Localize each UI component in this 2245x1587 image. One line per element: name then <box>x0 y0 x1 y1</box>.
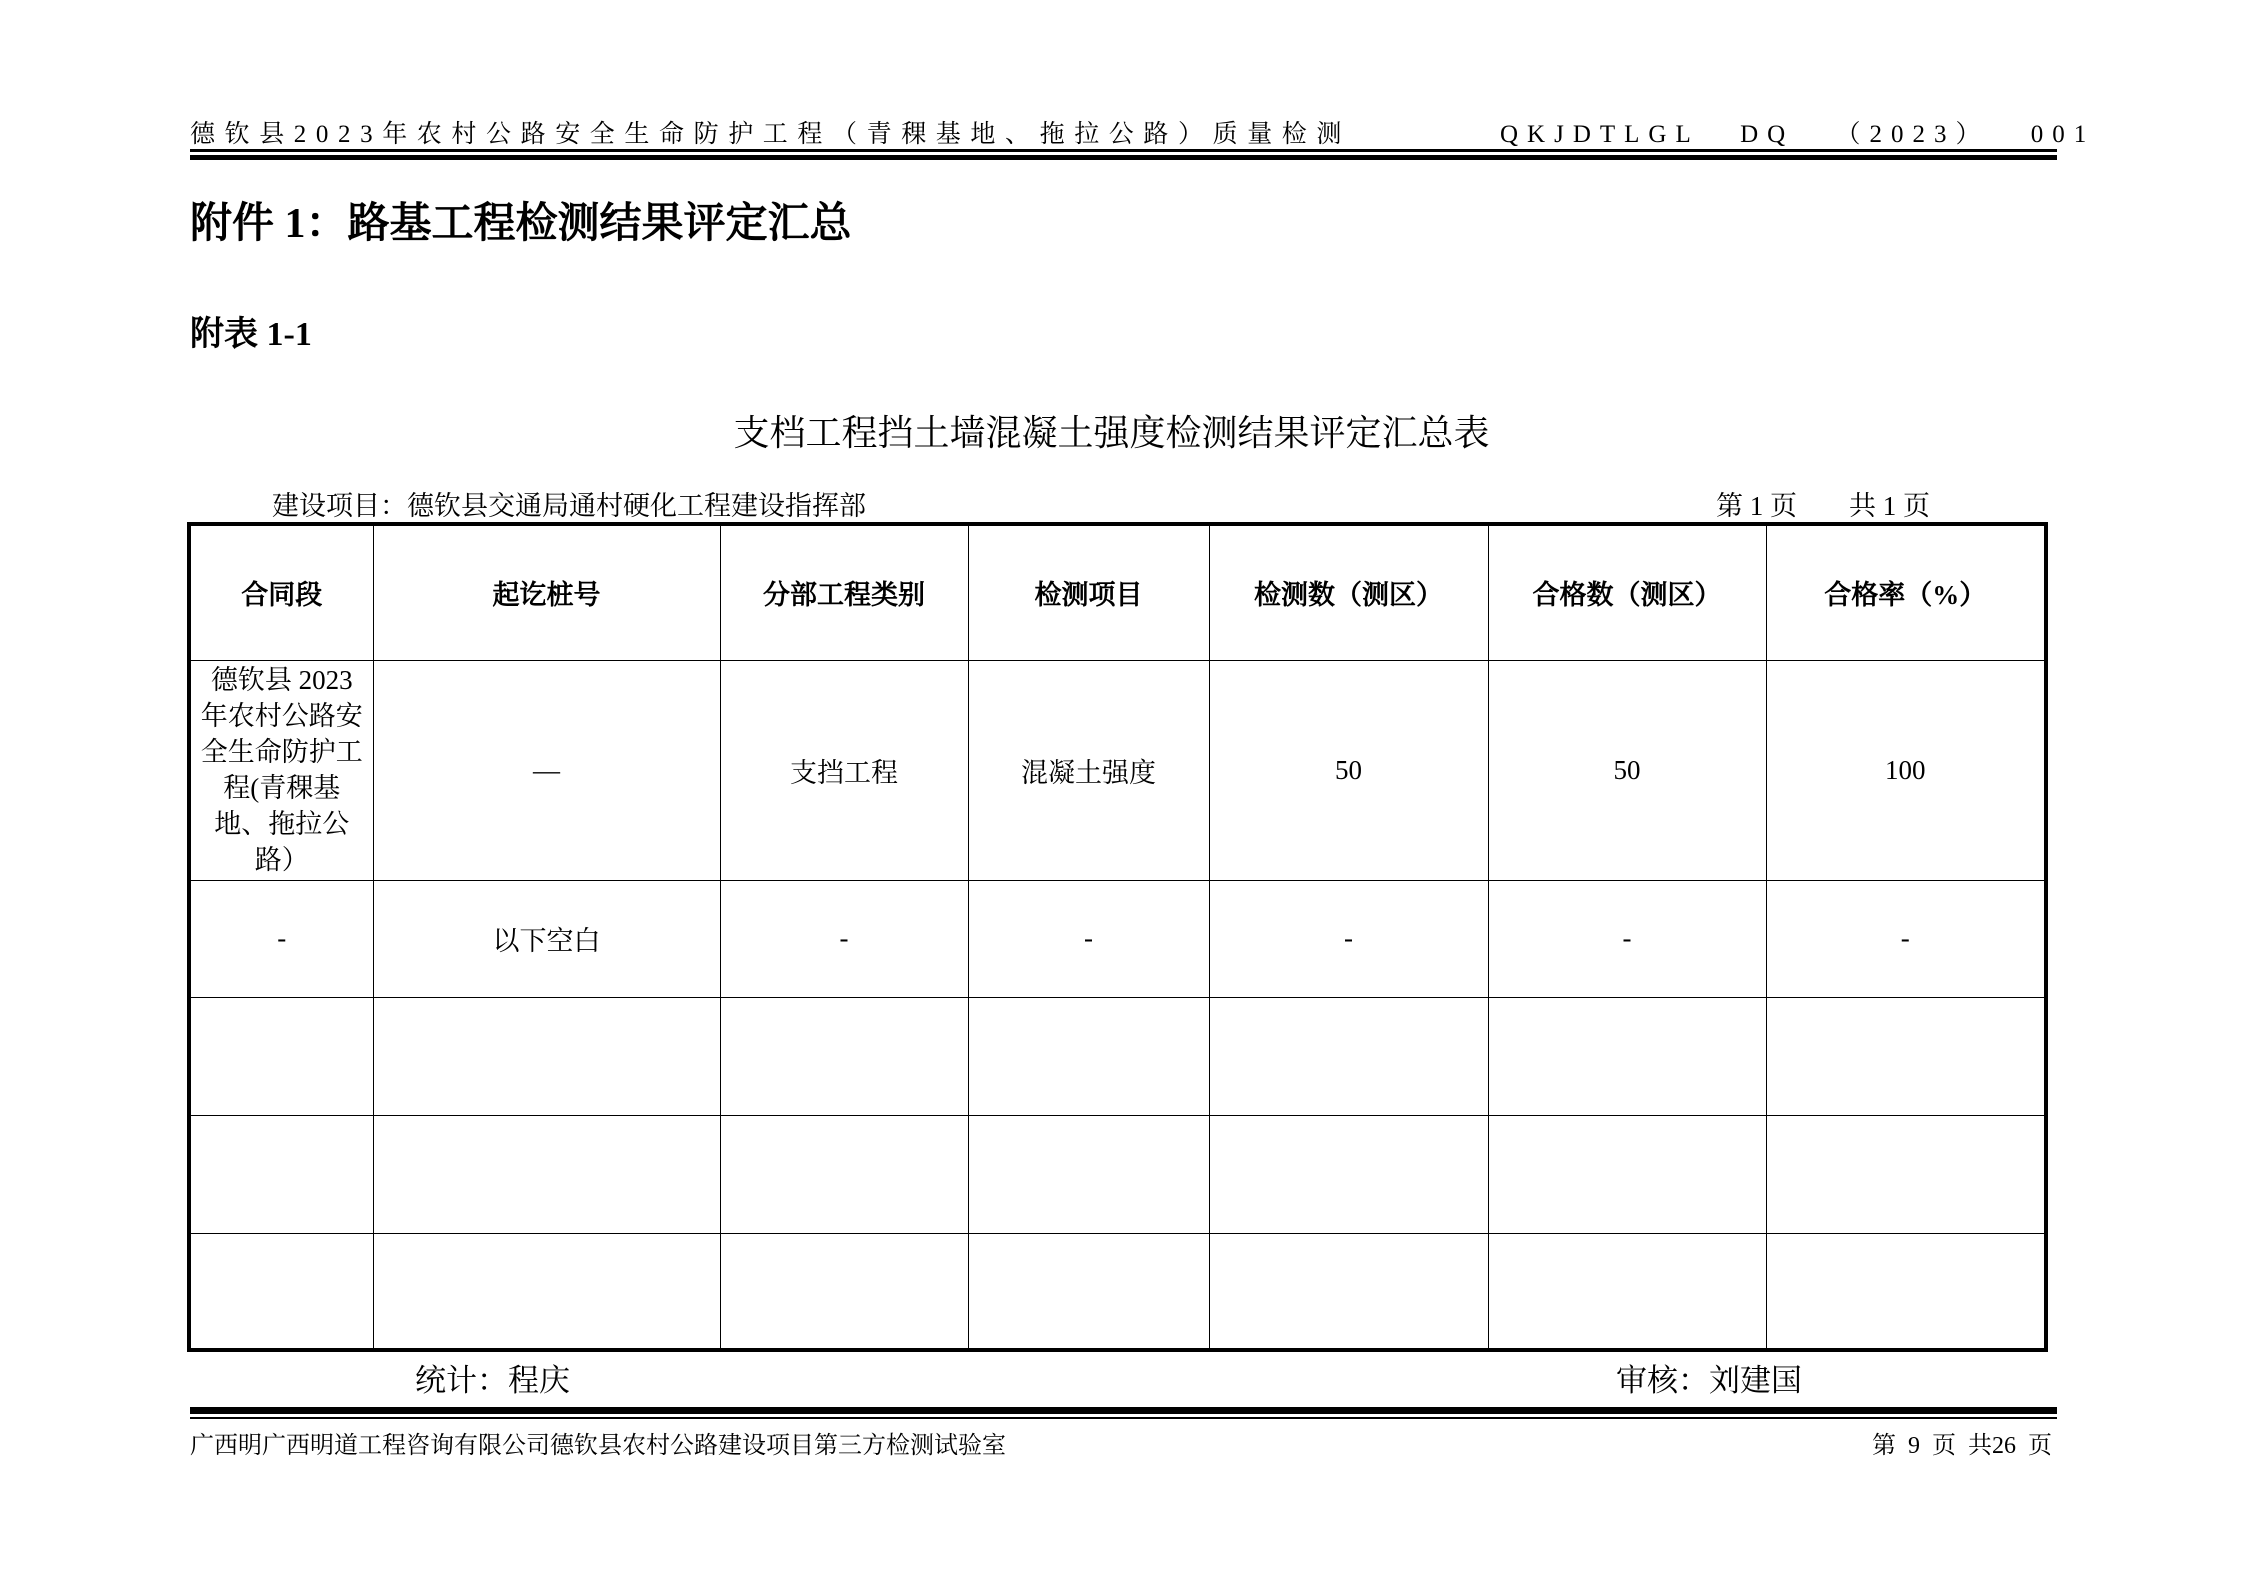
table-row-empty <box>189 997 2046 1115</box>
footer-organization: 广西明广西明道工程咨询有限公司德钦县农村公路建设项目第三方检测试验室 <box>190 1433 1006 1459</box>
table-page-current: 第 1 页 <box>1716 491 1797 521</box>
reviewer-signature: 审核：刘建国 <box>1616 1363 1802 1398</box>
cell-sub-project-type: - <box>720 880 968 997</box>
results-table <box>187 522 2048 1352</box>
cell-empty <box>1488 1233 1766 1350</box>
cell-empty <box>373 1115 720 1233</box>
col-header-pass-count: 合格数（测区） <box>1488 524 1766 660</box>
cell-stake-range: — <box>373 660 720 880</box>
table-page-info <box>1716 484 1930 523</box>
col-header-test-item: 检测项目 <box>968 524 1209 660</box>
cell-empty <box>1209 1115 1488 1233</box>
cell-empty <box>1766 997 2046 1115</box>
footer-divider-thick <box>190 1407 2057 1414</box>
cell-empty <box>968 997 1209 1115</box>
cell-empty <box>373 1233 720 1350</box>
cell-empty <box>189 1233 373 1350</box>
cell-empty <box>968 1233 1209 1350</box>
table-label: 附表 1-1 <box>190 316 312 353</box>
table-page-total: 共 1 页 <box>1849 491 1930 521</box>
footer-page-info: 第 9 页 共26 页 <box>1872 1433 2052 1459</box>
cell-empty <box>1209 997 1488 1115</box>
cell-empty <box>1766 1233 2046 1350</box>
cell-test-count: - <box>1209 880 1488 997</box>
cell-contract-section: - <box>189 880 373 997</box>
col-header-pass-rate: 合格率（%） <box>1766 524 2046 660</box>
cell-pass-count: 50 <box>1488 660 1766 880</box>
cell-empty <box>189 997 373 1115</box>
col-header-contract-section: 合同段 <box>189 524 373 660</box>
cell-empty <box>1488 997 1766 1115</box>
cell-test-count: 50 <box>1209 660 1488 880</box>
cell-empty <box>1766 1115 2046 1233</box>
project-label: 建设项目：德钦县交通局通村硬化工程建设指挥部 <box>272 491 866 521</box>
table-row-empty <box>189 1233 2046 1350</box>
cell-test-item: - <box>968 880 1209 997</box>
header-divider-thin <box>190 149 2057 152</box>
col-header-stake-range: 起讫桩号 <box>373 524 720 660</box>
col-header-sub-project-type: 分部工程类别 <box>720 524 968 660</box>
table-row <box>189 880 2046 997</box>
cell-empty <box>968 1115 1209 1233</box>
cell-contract-section: 德钦县 2023 年农村公路安全生命防护工程(青稞基地、拖拉公路） <box>189 660 373 880</box>
cell-empty <box>189 1115 373 1233</box>
cell-empty <box>373 997 720 1115</box>
header-divider-thick <box>190 155 2057 160</box>
cell-stake-range: 以下空白 <box>373 880 720 997</box>
cell-empty <box>720 1233 968 1350</box>
cell-empty <box>1209 1233 1488 1350</box>
footer-divider-thin <box>190 1417 2057 1419</box>
cell-pass-rate: - <box>1766 880 2046 997</box>
statistician-signature: 统计：程庆 <box>415 1363 570 1398</box>
table-header-row <box>189 524 2046 660</box>
cell-empty <box>1488 1115 1766 1233</box>
table-title <box>0 405 2245 456</box>
table-row <box>189 660 2046 880</box>
cell-sub-project-type: 支挡工程 <box>720 660 968 880</box>
cell-pass-count: - <box>1488 880 1766 997</box>
table-title-text: 支档工程挡土墙混凝土强度检测结果评定汇总表 <box>733 413 1490 453</box>
cell-test-item: 混凝土强度 <box>968 660 1209 880</box>
header-report-code: QKJDTLGL DQ （2023） 001 <box>1500 121 2096 148</box>
attachment-title: 附件 1：路基工程检测结果评定汇总 <box>190 201 852 247</box>
col-header-test-count: 检测数（测区） <box>1209 524 1488 660</box>
cell-empty <box>720 1115 968 1233</box>
cell-pass-rate: 100 <box>1766 660 2046 880</box>
cell-empty <box>720 997 968 1115</box>
table-row-empty <box>189 1115 2046 1233</box>
header-project-title: 德钦县2023年农村公路安全生命防护工程（青稞基地、拖拉公路）质量检测 <box>190 121 1352 148</box>
